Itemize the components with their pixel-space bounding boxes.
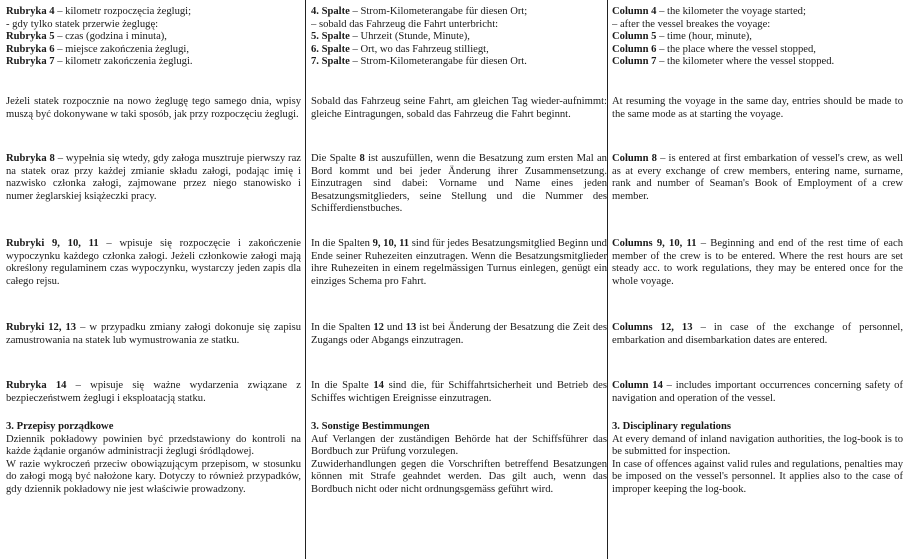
- pl-resume-paragraph: Jeżeli statek rozpocznie na nowo żeglugę tego samego dnia, wpisy muszą być dokonywane w taki sposób, jak przy rozpoczęciu żeglugi.: [6, 96, 301, 120]
- pl-columns-12-13: Rubryki 12, 13 – w przypadku zmiany załogi dokonuje się zapisu zamustrowania na statek lub wymustrowania ze statku.: [6, 322, 301, 346]
- pl-section-3-heading: 3. Przepisy porządkowe: [6, 421, 114, 432]
- de-columns-9-11: In die Spalten 9, 10, 11 sind für jedes Besatzungsmitglied Beginn und Ende seiner Ruhezeiten einzutragen. Wenn die Besatzungsmitglieder ihre Ruhezeiten in einem regelmässigen Turnus einlegen, genügt ein einziges Schema pro Fahrt.: [311, 238, 607, 287]
- de-section-3: 3. Sonstige Bestimmungen Auf Verlangen der zuständigen Behörde hat der Schiffsführer das Bordbuch zur Prüfung vorzulegen. Zuwiderhandlungen gegen die Vorschriften betreffend Besatzungen können mit Strafe geahndet werden. Das gilt auch, wenn das Bordbuch nicht oder nicht ordnungsgemäss geführt wird.: [311, 421, 607, 495]
- de-columns-12-13: In die Spalten 12 und 13 ist bei Änderung der Besatzung die Zeit des Zugangs oder Abgangs einzutragen.: [311, 322, 607, 346]
- de-column-8: Die Spalte 8 ist auszufüllen, wenn die Besatzung zum ersten Mal an Bord kommt und bei jeder Änderung ihrer Zusammensetzung. Einzutragen sind dabei: Vorname und Name eines jeden Besatzungsmitglieders, seine Stellung und die Nummer des Schifferdienstbuches.: [311, 153, 607, 215]
- en-column-8: Column 8 – is entered at first embarkation of vessel's crew, as well as at every exchange of crew members, entering name, surname, rank and number of Seaman's Book of Employment of a crew member.: [612, 153, 903, 202]
- en-resume-paragraph: At resuming the voyage in the same day, entries should be made to the same mode as at starting the voyage.: [612, 96, 903, 120]
- english-column: [612, 0, 903, 559]
- pl-columns-9-11: Rubryki 9, 10, 11 – wpisuje się rozpoczęcie i zakończenie wypoczynku każdego członka załogi. Jeżeli członkowie załogi mają określony regulaminem czas wypoczynku, wystarczy jeden zapis dla całego rejsu.: [6, 238, 301, 287]
- en-section-3-heading: 3. Disciplinary regulations: [612, 421, 731, 432]
- column-divider-1: [305, 0, 306, 559]
- en-columns-12-13: Columns 12, 13 – in case of the exchange of personnel, embarkation and disembarkation dates are entered.: [612, 322, 903, 346]
- pl-column-14: Rubryka 14 – wpisuje się ważne wydarzenia związane z bezpieczeństwem żeglugi i eksploatacją statku.: [6, 380, 301, 404]
- de-resume-paragraph: Sobald das Fahrzeug seine Fahrt, am gleichen Tag wieder-aufnimmt: gleiche Eintragungen, sobald das Fahrzeug die Fahrt beginnt.: [311, 96, 607, 120]
- german-column: [311, 0, 607, 559]
- en-column-14: Column 14 – includes important occurrences concerning safety of navigation and operation of the vessel.: [612, 380, 903, 404]
- pl-section-3: 3. Przepisy porządkowe Dziennik pokładowy powinien być przedstawiony do kontroli na każde żądanie organów administracji żeglugi śródlądowej. W razie wykroczeń przeciw obowiązującym przepisom, w stosunku do załogi mogą być nałożone kary. Dotyczy to również przypadków, gdy dziennik pokładowy nie jest właściwie prowadzony.: [6, 421, 301, 495]
- de-column-14: In die Spalte 14 sind die, für Schiffahrtsicherheit und Betrieb des Schiffes wichtigen Ereignisse einzutragen.: [311, 380, 607, 404]
- pl-column-8: Rubryka 8 – wypełnia się wtedy, gdy załoga musztruje pierwszy raz na statek oraz przy każdej zmianie składu załogi, podając imię i nazwisko członka załogi, zajmowane przez niego stanowisko i numer żeglarskiej książeczki pracy.: [6, 153, 301, 202]
- en-columns-4-7: Column 4 – the kilometer the voyage started; – after the vessel breakes the voyage: Column 5 – time (hour, minute), Column 6 – the place where the vessel stopped, Column 7 – the kilometer where the vessel stopped.: [612, 6, 835, 68]
- de-columns-4-7: 4. Spalte – Strom-Kilometerangabe für diesen Ort; – sobald das Fahrzeug die Fahrt unterbricht: 5. Spalte – Uhrzeit (Stunde, Minute), 6. Spalte – Ort, wo das Fahrzeug stilliegt, 7. Spalte – Strom-Kilometerangabe für diesen Ort.: [311, 6, 528, 68]
- en-columns-9-11: Columns 9, 10, 11 – Beginning and end of the rest time of each member of the crew is to be entered. Where the rest hours are set steady acc. to work regulations, they may be entered once for the whole voyage.: [612, 238, 903, 287]
- en-section-3: 3. Disciplinary regulations At every demand of inland navigation authorities, the log-book is to be submitted for inspection. In case of offences against valid rules and regulations, penalties may be imposed on the vessel's personnel. It applies also to the case of improper keeping the log-book.: [612, 421, 903, 495]
- pl-columns-4-7: Rubryka 4 – kilometr rozpoczęcia żeglugi; - gdy tylko statek przerwie żeglugę: Rubryka 5 – czas (godzina i minuta), Rubryka 6 – miejsce zakończenia żeglugi, Rubryka 7 – kilometr zakończenia żeglugi.: [6, 6, 193, 68]
- polish-column: [6, 0, 301, 559]
- column-divider-2: [607, 0, 608, 559]
- de-section-3-heading: 3. Sonstige Bestimmungen: [311, 421, 430, 432]
